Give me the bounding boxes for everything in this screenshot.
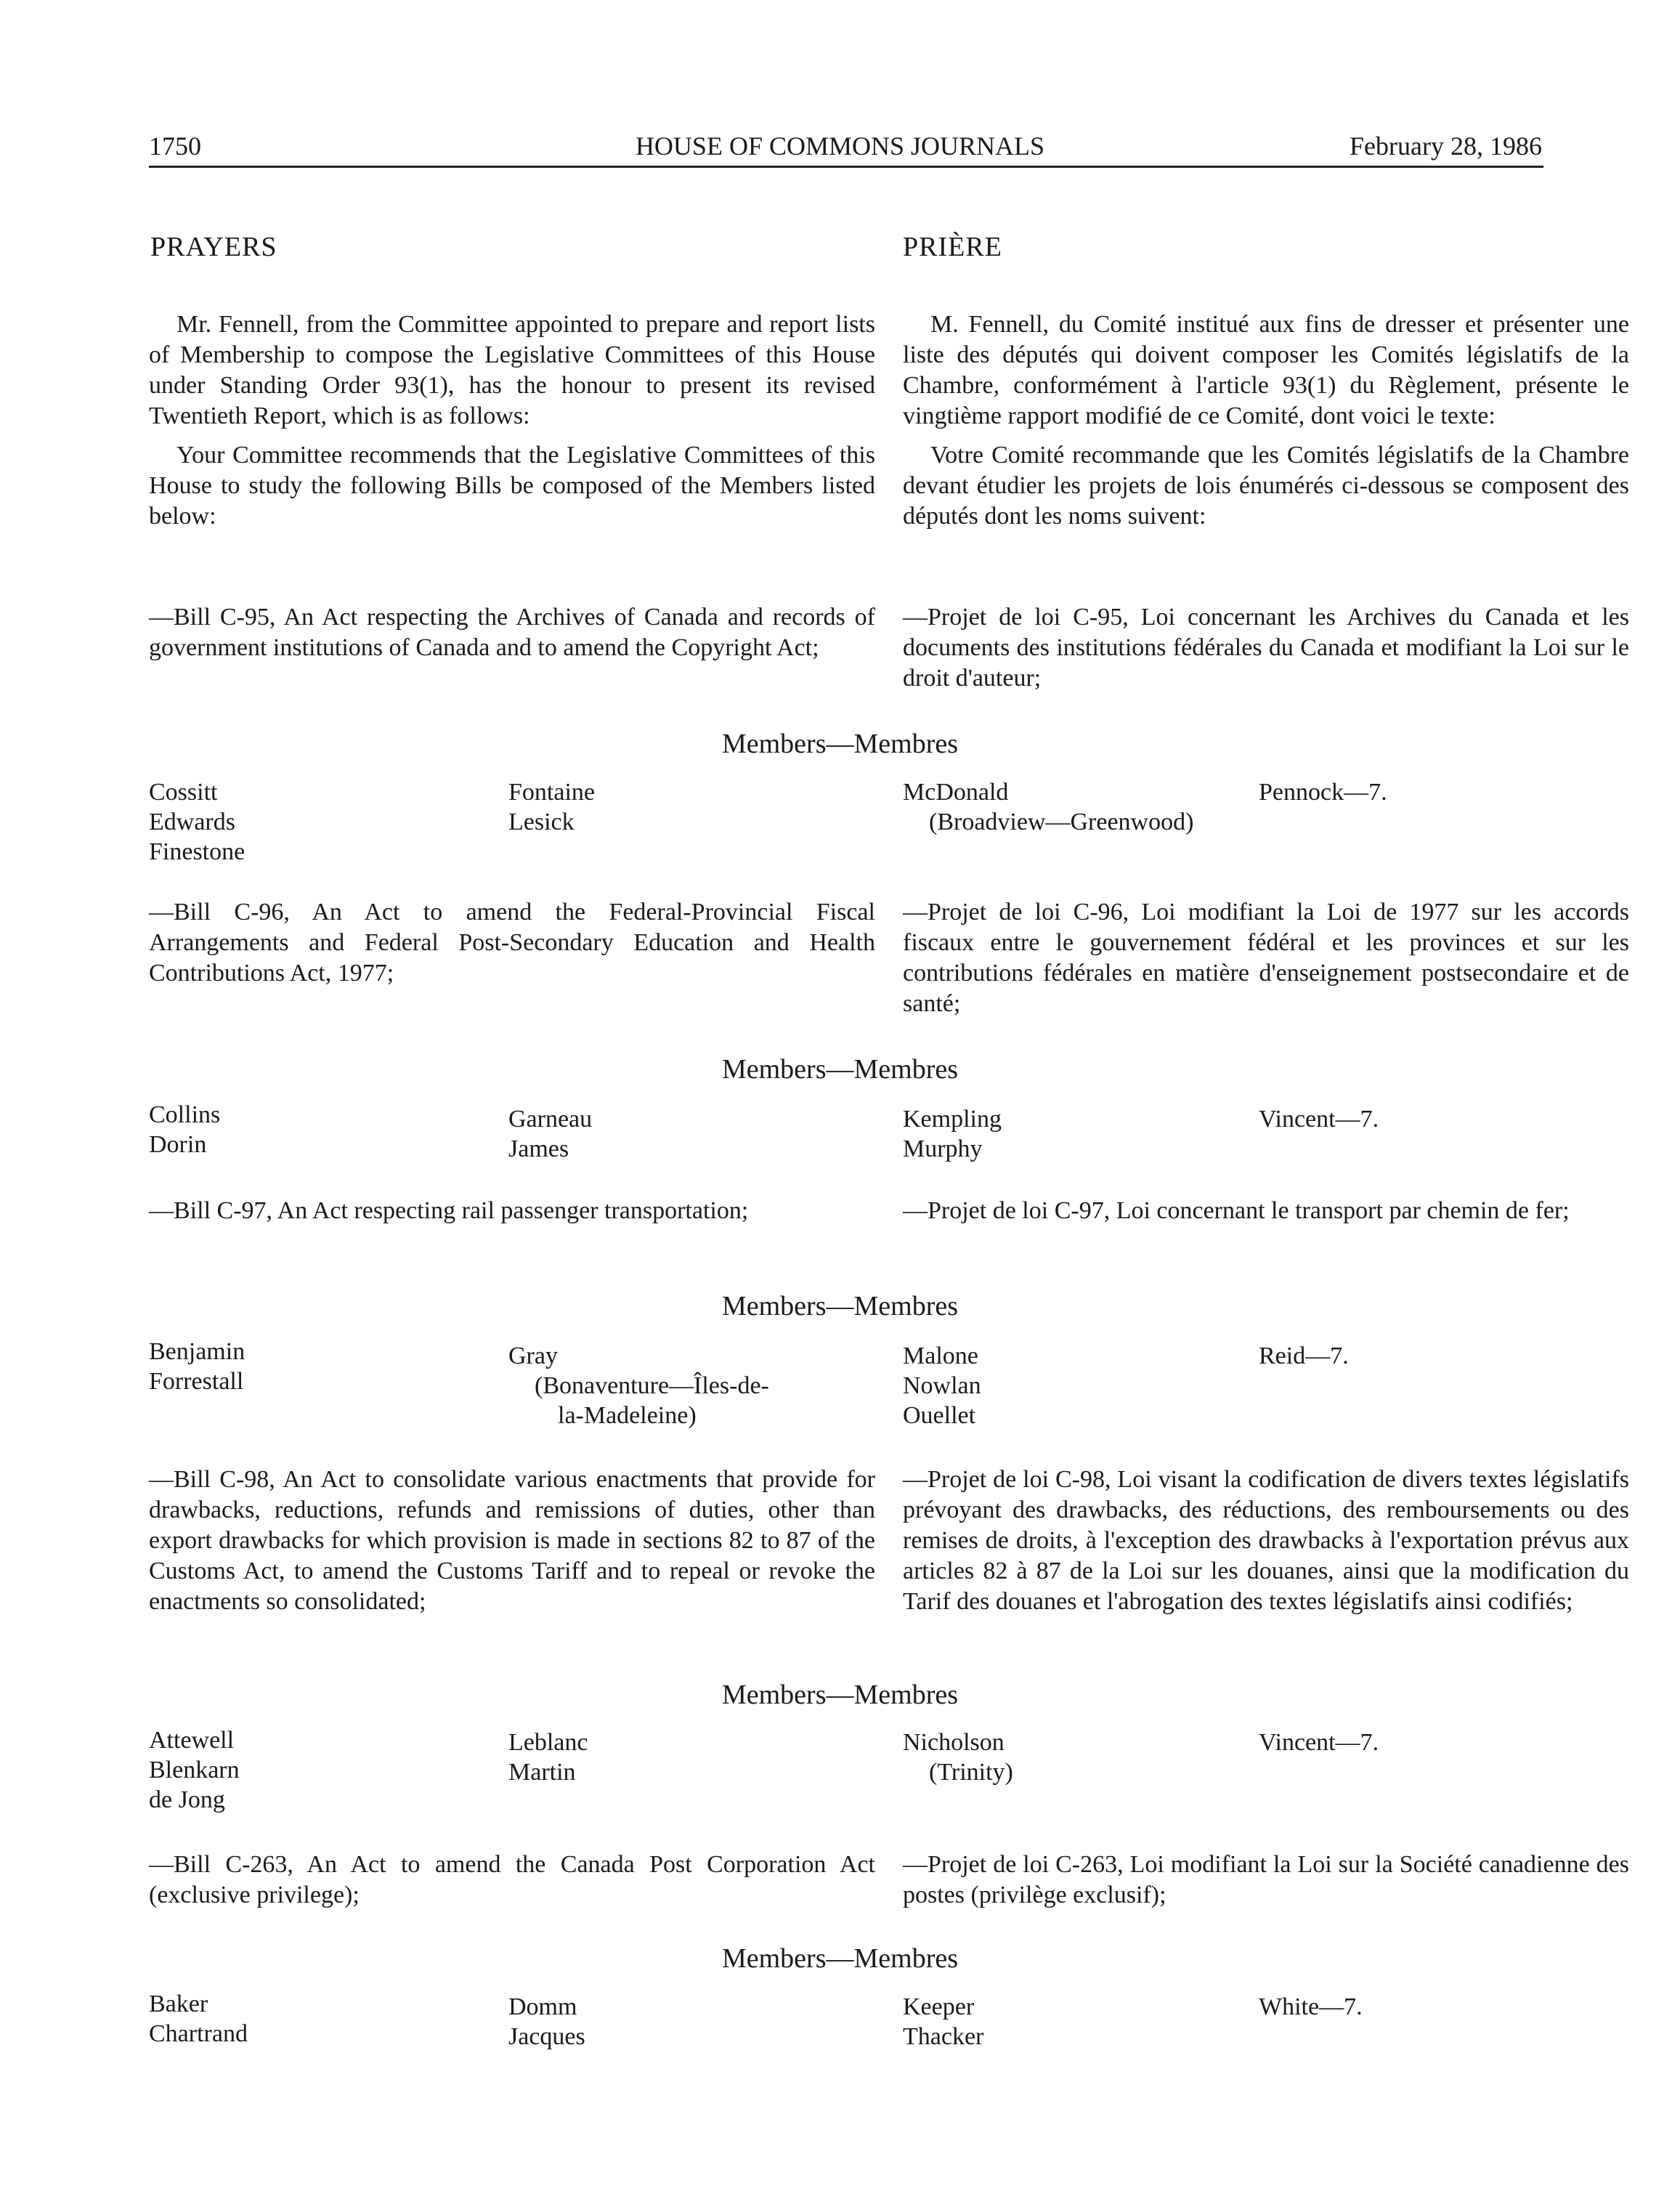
members-heading: [0, 1290, 1680, 1322]
member-name: Garneau: [508, 1106, 593, 1133]
member-name: Vincent—7.: [1259, 1106, 1379, 1133]
members-heading-fr: Membres: [853, 1291, 959, 1321]
member-riding: (Trinity): [929, 1759, 1013, 1786]
members-heading-fr: Membres: [853, 729, 959, 759]
members-heading-dash: —: [826, 1943, 854, 1974]
bill-c95-en: —Bill C-95, An Act respecting the Archives of Canada and records of government institutions of Canada and to amend the Copyright Act;: [149, 604, 875, 661]
members-col-1: [149, 1337, 245, 1396]
members-col-4: [1259, 1341, 1349, 1371]
members-col-4: [1259, 1992, 1363, 2022]
intro-fr: [903, 309, 1629, 532]
journal-title: HOUSE OF COMMONS JOURNALS: [635, 131, 1045, 161]
members-heading: [0, 1943, 1680, 1975]
members-col-3: [903, 777, 1193, 837]
members-heading-en: Members: [721, 1291, 827, 1321]
bill-c96-en: —Bill C-96, An Act to amend the Federal-Provincial Fiscal Arrangements and Federal Post-Secondary Education and Health Contributions Act, 1977;: [149, 899, 875, 987]
header-rule: [149, 166, 1543, 168]
members-col-1: [149, 1100, 220, 1159]
members-col-2: [508, 1341, 769, 1430]
bill-c95-fr: —Projet de loi C-95, Loi concernant les Archives du Canada et les documents des institutions fédérales du Canada et modifiant la Loi sur le droit d'auteur;: [903, 604, 1629, 692]
members-col-3: [903, 1104, 1002, 1164]
member-name: Pennock—7.: [1259, 779, 1387, 806]
members-col-4: [1259, 1104, 1379, 1134]
member-name: Keeper: [903, 1993, 975, 2020]
members-heading-en: Members: [721, 1054, 827, 1085]
member-name: Kempling: [903, 1106, 1002, 1133]
members-heading: [0, 1053, 1680, 1085]
members-heading-dash: —: [826, 1054, 854, 1085]
member-name: Baker: [149, 1991, 208, 2017]
member-name: Chartrand: [149, 2020, 248, 2047]
member-name: Gray: [508, 1343, 558, 1369]
members-col-1: [149, 1725, 240, 1815]
members-col-2: [508, 1104, 592, 1164]
members-col-4: [1259, 1728, 1379, 1757]
intro-en-paragraph-2: Your Committee recommends that the Legislative Committees of this House to study the following Bills be composed of the Members listed below:: [149, 442, 875, 530]
member-name: Edwards: [149, 809, 235, 835]
members-col-3: [903, 1992, 983, 2052]
members-col-2: [508, 777, 595, 837]
intro-fr-paragraph-1: M. Fennell, du Comité institué aux fins de dresser et présenter une liste des députés qui doivent composer les Comités législatifs de la Chambre, conformément à l'article 93(1) du Règlement, présente le vingtième rapport modifié de ce Comité, dont voici le texte:: [903, 311, 1629, 429]
members-col-1: [149, 1989, 248, 2049]
member-name: Attewell: [149, 1727, 235, 1754]
member-name: Finestone: [149, 838, 245, 865]
member-name: Collins: [149, 1101, 221, 1128]
member-name: Martin: [508, 1759, 576, 1786]
member-name: Lesick: [508, 809, 575, 835]
members-heading: [0, 1679, 1680, 1711]
bill-c263-fr: —Projet de loi C-263, Loi modifiant la Loi sur la Société canadienne des postes (privilège exclusif);: [903, 1851, 1629, 1908]
journal-date: February 28, 1986: [1350, 131, 1542, 161]
bill-c98-en: —Bill C-98, An Act to consolidate various enactments that provide for drawbacks, reductions, refunds and remissions of duties, other than export drawbacks for which provision is made in sections 82 to 87 of the Customs Act, to amend the Customs Tariff and to repeal or revoke the enactments so consolidated;: [149, 1466, 875, 1615]
member-name: Leblanc: [508, 1729, 588, 1756]
members-heading-en: Members: [721, 1943, 827, 1974]
members-heading-fr: Membres: [853, 1943, 959, 1974]
bill-c98-fr: —Projet de loi C-98, Loi visant la codification de divers textes législatifs prévoyant des drawbacks, des réductions, des remboursements ou des remises de droits, à l'exception des drawbacks à l'exportation prévus aux articles 82 à 87 de la Loi sur les douanes, ainsi que la modification du Tarif des douanes et l'abrogation des textes législatifs ainsi codifiés;: [903, 1466, 1629, 1615]
members-heading-en: Members: [721, 729, 827, 759]
members-col-3: [903, 1728, 1013, 1787]
bill-c263-en: —Bill C-263, An Act to amend the Canada Post Corporation Act (exclusive privilege);: [149, 1851, 875, 1908]
members-heading-dash: —: [826, 1680, 854, 1710]
member-name: de Jong: [149, 1786, 225, 1813]
members-heading: [0, 728, 1680, 760]
member-name: McDonald: [903, 779, 1009, 806]
members-heading-fr: Membres: [853, 1680, 959, 1710]
intro-fr-paragraph-2: Votre Comité recommande que les Comités législatifs de la Chambre devant étudier les projets de lois énumérés ci-dessous se composent des députés dont les noms suivent:: [903, 442, 1629, 530]
prayers-heading-fr: PRIÈRE: [903, 232, 1002, 262]
members-heading-fr: Membres: [853, 1054, 959, 1085]
members-heading-en: Members: [721, 1680, 827, 1710]
member-name: Fontaine: [508, 779, 595, 806]
prayers-heading-en: PRAYERS: [150, 232, 277, 262]
member-riding: (Bonaventure—Îles-de-: [535, 1372, 769, 1399]
members-col-4: [1259, 777, 1387, 807]
member-riding: (Broadview—Greenwood): [929, 809, 1194, 835]
intro-en-paragraph-1: Mr. Fennell, from the Committee appointed to prepare and report lists of Membership to compose the Legislative Committees of this House under Standing Order 93(1), has the honour to present its revised Twentieth Report, which is as follows:: [149, 311, 875, 429]
member-name: Nicholson: [903, 1729, 1005, 1756]
members-col-3: [903, 1341, 981, 1430]
members-col-1: [149, 777, 245, 867]
member-name: James: [508, 1135, 569, 1162]
bill-c97-en: —Bill C-97, An Act respecting rail passenger transportation;: [149, 1197, 749, 1224]
member-name: Murphy: [903, 1135, 983, 1162]
member-name: Reid—7.: [1259, 1343, 1349, 1369]
members-col-2: [508, 1992, 585, 2052]
member-name: Dorin: [149, 1131, 207, 1158]
member-name: Nowlan: [903, 1372, 981, 1399]
page-number: 1750: [149, 131, 201, 161]
members-col-2: [508, 1728, 588, 1787]
member-name: White—7.: [1259, 1993, 1363, 2020]
member-name: Malone: [903, 1343, 978, 1369]
member-name: Thacker: [903, 2023, 984, 2050]
member-name: Benjamin: [149, 1338, 245, 1365]
member-name: Domm: [508, 1993, 577, 2020]
bill-c97-fr: —Projet de loi C-97, Loi concernant le transport par chemin de fer;: [903, 1197, 1570, 1224]
member-name: Blenkarn: [149, 1757, 240, 1783]
members-heading-dash: —: [826, 729, 854, 759]
member-name: Vincent—7.: [1259, 1729, 1379, 1756]
intro-en: [149, 309, 875, 532]
members-heading-dash: —: [826, 1291, 854, 1321]
member-name: Jacques: [508, 2023, 585, 2050]
member-riding: la-Madeleine): [558, 1402, 697, 1429]
member-name: Ouellet: [903, 1402, 976, 1429]
member-name: Forrestall: [149, 1368, 244, 1395]
member-name: Cossitt: [149, 779, 218, 806]
bill-c96-fr: —Projet de loi C-96, Loi modifiant la Loi de 1977 sur les accords fiscaux entre le gouvernement fédéral et les provinces et sur les contributions fédérales en matière d'enseignement postsecondaire et de santé;: [903, 899, 1629, 1017]
